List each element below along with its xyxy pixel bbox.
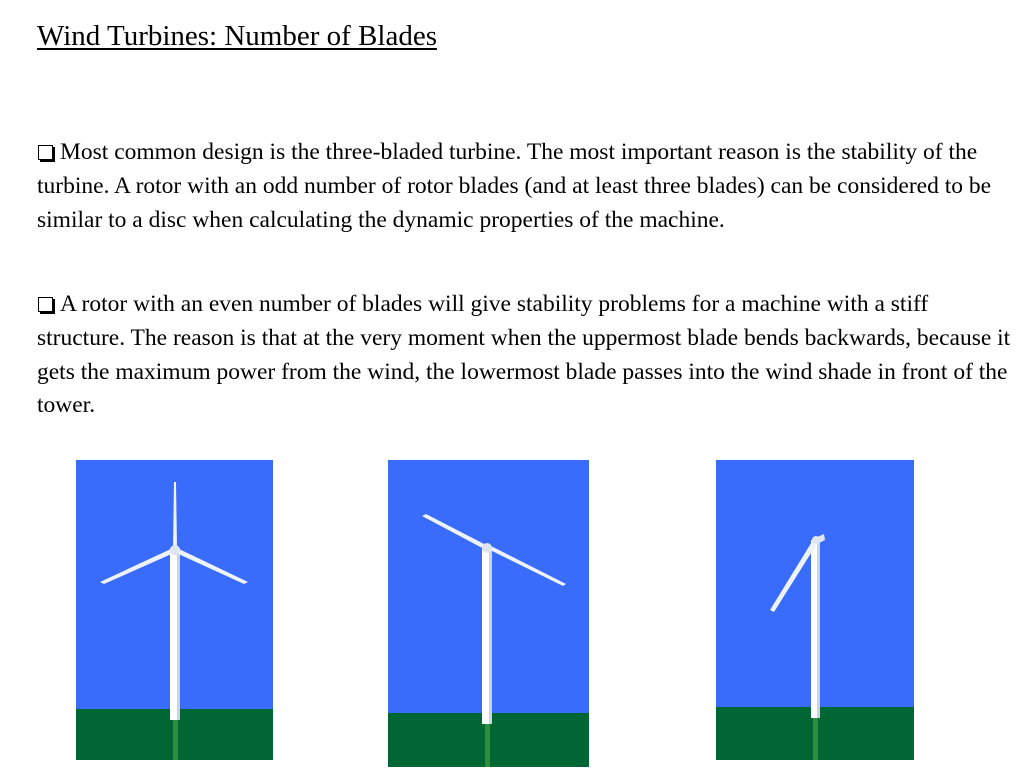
- tower-reflection: [173, 716, 178, 760]
- one-bladed-turbine-image: [716, 460, 914, 760]
- bullet-paragraph-2: [37, 288, 1022, 423]
- bullet-text-2: A rotor with an even number of blades will give stability problems for a machine with a stiff structure. The reason is that at the very moment when the uppermost blade bends backwards, because it gets the maximum power from the wind, the lowermost blade passes into the wind shade in front of the tower.: [37, 291, 1011, 419]
- slide-title: Wind Turbines: Number of Blades: [37, 20, 437, 52]
- bullet-text-1: Most common design is the three-bladed turbine. The most important reason is the stability of the turbine. A rotor with an odd number of rotor blades (and at least three blades) can be considered to be similar to a disc when calculating the dynamic properties of the machine.: [37, 139, 992, 233]
- two-bladed-turbine-image: [388, 460, 589, 767]
- checkbox-bullet-icon: [38, 297, 53, 312]
- tower-reflection: [813, 715, 818, 760]
- hub: [482, 543, 492, 553]
- hub: [812, 536, 820, 544]
- tower-shade: [817, 540, 820, 718]
- bullet-paragraph-1: [37, 136, 1022, 237]
- hub: [170, 545, 180, 555]
- tower-reflection: [485, 720, 490, 767]
- three-bladed-turbine-image: [76, 460, 273, 760]
- checkbox-bullet-icon: [38, 145, 53, 160]
- tower-shade: [177, 548, 180, 720]
- tower-shade: [489, 548, 492, 724]
